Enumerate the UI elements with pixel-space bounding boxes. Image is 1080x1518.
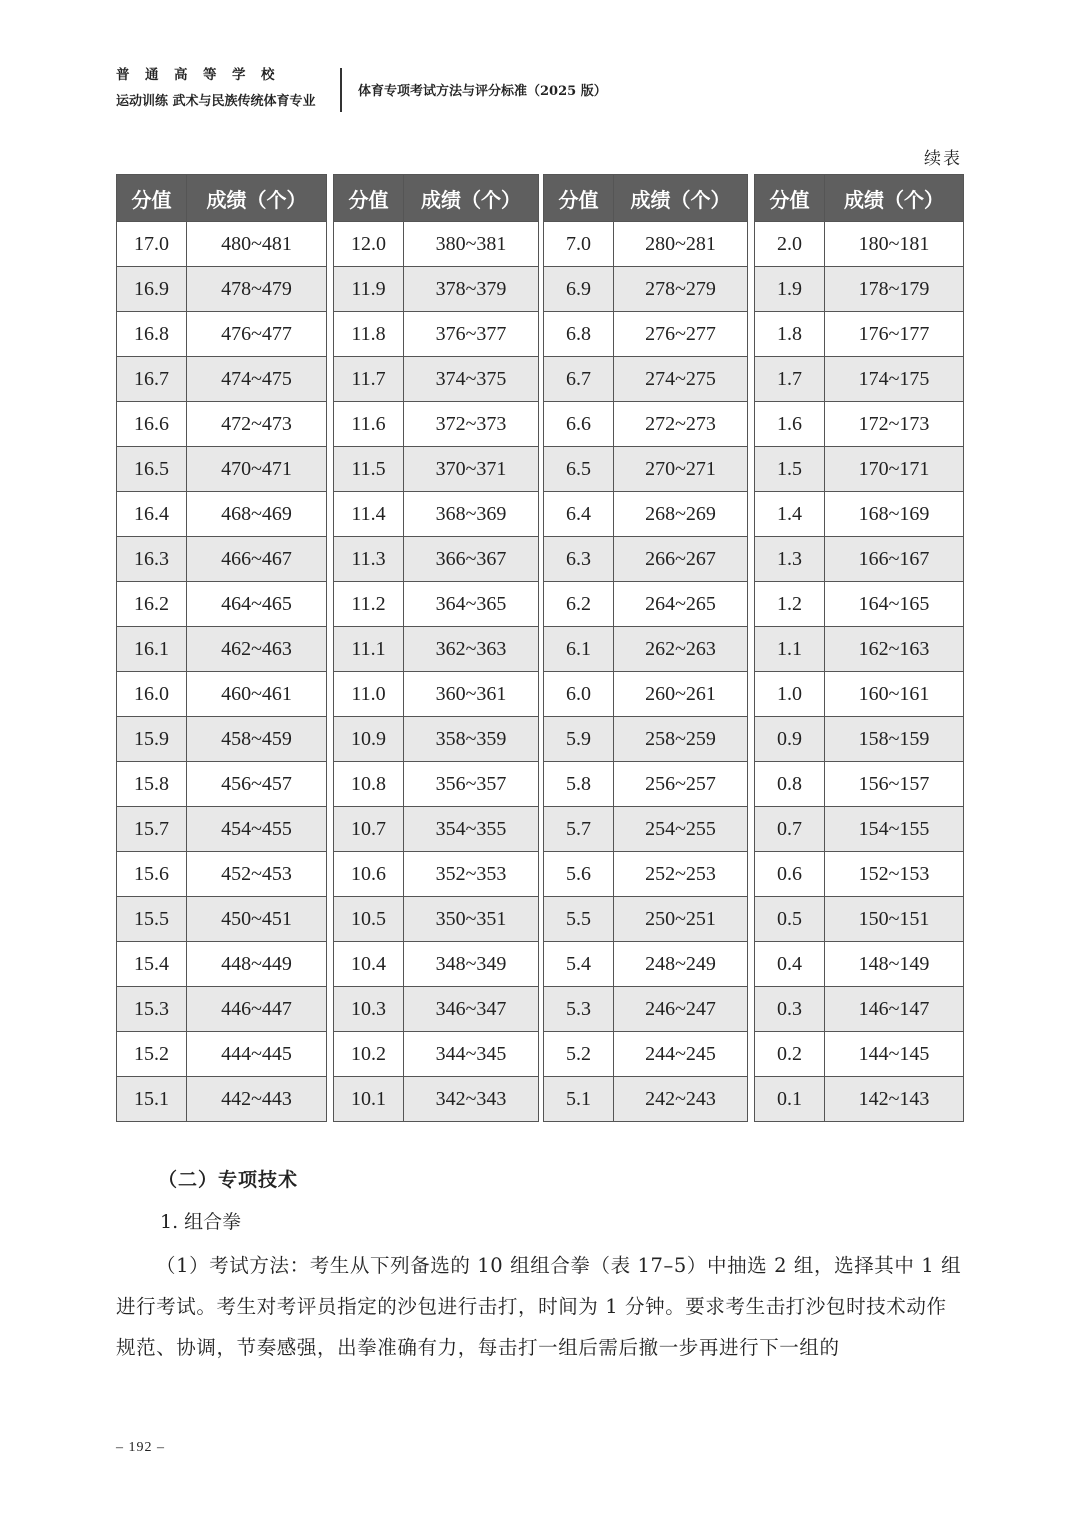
- table-row: [544, 807, 748, 852]
- table-row: [755, 807, 964, 852]
- table-row: [117, 447, 327, 492]
- table-row: [117, 222, 327, 267]
- score-cell: 1.7: [755, 357, 825, 402]
- result-cell: 244~245: [614, 1032, 748, 1077]
- result-cell: 352~353: [404, 852, 539, 897]
- result-cell: 346~347: [404, 987, 539, 1032]
- score-cell: 1.8: [755, 312, 825, 357]
- header-score: 分值: [544, 175, 614, 222]
- result-cell: 378~379: [404, 267, 539, 312]
- result-cell: 166~167: [825, 537, 964, 582]
- score-cell: 6.1: [544, 627, 614, 672]
- table-row: [117, 807, 327, 852]
- score-cell: 1.1: [755, 627, 825, 672]
- table-row: [117, 1077, 327, 1122]
- score-cell: 11.9: [334, 267, 404, 312]
- score-cell: 1.5: [755, 447, 825, 492]
- table-row: [117, 537, 327, 582]
- result-cell: 350~351: [404, 897, 539, 942]
- table-row: [544, 1032, 748, 1077]
- score-cell: 16.5: [117, 447, 187, 492]
- table-row: [544, 762, 748, 807]
- score-cell: 6.8: [544, 312, 614, 357]
- table-row: [334, 1032, 539, 1077]
- score-cell: 11.1: [334, 627, 404, 672]
- score-cell: 1.9: [755, 267, 825, 312]
- table-row: [334, 357, 539, 402]
- result-cell: 458~459: [187, 717, 327, 762]
- result-cell: 260~261: [614, 672, 748, 717]
- result-cell: 142~143: [825, 1077, 964, 1122]
- score-cell: 11.8: [334, 312, 404, 357]
- score-cell: 0.3: [755, 987, 825, 1032]
- table-row: [755, 762, 964, 807]
- result-cell: 180~181: [825, 222, 964, 267]
- table-row: [117, 267, 327, 312]
- score-cell: 10.5: [334, 897, 404, 942]
- score-cell: 5.7: [544, 807, 614, 852]
- result-cell: 250~251: [614, 897, 748, 942]
- score-cell: 6.5: [544, 447, 614, 492]
- score-cell: 0.8: [755, 762, 825, 807]
- result-cell: 176~177: [825, 312, 964, 357]
- table-row: [334, 717, 539, 762]
- table-row: [755, 267, 964, 312]
- score-table: [116, 174, 963, 1120]
- score-cell: 10.6: [334, 852, 404, 897]
- header-score: 分值: [755, 175, 825, 222]
- result-cell: 270~271: [614, 447, 748, 492]
- score-cell: 10.1: [334, 1077, 404, 1122]
- score-cell: 1.4: [755, 492, 825, 537]
- result-cell: 164~165: [825, 582, 964, 627]
- result-cell: 374~375: [404, 357, 539, 402]
- result-cell: 358~359: [404, 717, 539, 762]
- section-heading: （二）专项技术: [158, 1169, 299, 1191]
- result-cell: 278~279: [614, 267, 748, 312]
- result-cell: 174~175: [825, 357, 964, 402]
- result-cell: 450~451: [187, 897, 327, 942]
- table-row: [117, 1032, 327, 1077]
- table-row: [755, 1032, 964, 1077]
- score-cell: 11.2: [334, 582, 404, 627]
- table-row: [755, 987, 964, 1032]
- score-cell: 10.8: [334, 762, 404, 807]
- result-cell: 258~259: [614, 717, 748, 762]
- table-row: [544, 357, 748, 402]
- table-row: [117, 402, 327, 447]
- table-row: [334, 897, 539, 942]
- score-subtable-4: [754, 174, 964, 1122]
- table-row: [334, 1077, 539, 1122]
- table-row: [117, 312, 327, 357]
- result-cell: 376~377: [404, 312, 539, 357]
- table-row: [117, 717, 327, 762]
- result-cell: 144~145: [825, 1032, 964, 1077]
- score-cell: 6.4: [544, 492, 614, 537]
- result-cell: 478~479: [187, 267, 327, 312]
- score-cell: 6.6: [544, 402, 614, 447]
- table-row: [544, 717, 748, 762]
- result-cell: 362~363: [404, 627, 539, 672]
- result-cell: 462~463: [187, 627, 327, 672]
- score-cell: 15.7: [117, 807, 187, 852]
- result-cell: 254~255: [614, 807, 748, 852]
- score-cell: 10.2: [334, 1032, 404, 1077]
- score-cell: 15.6: [117, 852, 187, 897]
- table-row: [334, 402, 539, 447]
- table-row: [755, 447, 964, 492]
- table-row: [544, 447, 748, 492]
- table-row: [755, 942, 964, 987]
- result-cell: 150~151: [825, 897, 964, 942]
- table-row: [755, 402, 964, 447]
- table-row: [755, 357, 964, 402]
- table-row: [334, 852, 539, 897]
- result-cell: 154~155: [825, 807, 964, 852]
- header-score: 分值: [117, 175, 187, 222]
- result-cell: 268~269: [614, 492, 748, 537]
- score-cell: 16.2: [117, 582, 187, 627]
- result-cell: 246~247: [614, 987, 748, 1032]
- score-cell: 5.2: [544, 1032, 614, 1077]
- result-cell: 360~361: [404, 672, 539, 717]
- table-row: [117, 627, 327, 672]
- result-cell: 454~455: [187, 807, 327, 852]
- score-cell: 6.7: [544, 357, 614, 402]
- school-name: 普通高等学校: [116, 67, 290, 83]
- result-cell: 162~163: [825, 627, 964, 672]
- score-cell: 7.0: [544, 222, 614, 267]
- score-cell: 0.6: [755, 852, 825, 897]
- result-cell: 480~481: [187, 222, 327, 267]
- table-row: [755, 1077, 964, 1122]
- table-row: [544, 942, 748, 987]
- book-title: 体育专项考试方法与评分标准（2025 版）: [358, 84, 607, 99]
- header-result: 成绩（个）: [404, 175, 539, 222]
- result-cell: 446~447: [187, 987, 327, 1032]
- result-cell: 272~273: [614, 402, 748, 447]
- table-row: [755, 492, 964, 537]
- score-cell: 11.3: [334, 537, 404, 582]
- score-cell: 15.9: [117, 717, 187, 762]
- score-cell: 6.3: [544, 537, 614, 582]
- table-row: [334, 492, 539, 537]
- score-cell: 0.5: [755, 897, 825, 942]
- score-cell: 5.6: [544, 852, 614, 897]
- result-cell: 370~371: [404, 447, 539, 492]
- table-row: [117, 672, 327, 717]
- score-cell: 6.9: [544, 267, 614, 312]
- score-cell: 1.6: [755, 402, 825, 447]
- result-cell: 172~173: [825, 402, 964, 447]
- score-cell: 1.2: [755, 582, 825, 627]
- score-cell: 0.4: [755, 942, 825, 987]
- result-cell: 276~277: [614, 312, 748, 357]
- score-cell: 12.0: [334, 222, 404, 267]
- header-result: 成绩（个）: [187, 175, 327, 222]
- score-cell: 16.0: [117, 672, 187, 717]
- score-cell: 0.7: [755, 807, 825, 852]
- result-cell: 348~349: [404, 942, 539, 987]
- table-row: [544, 627, 748, 672]
- score-cell: 15.2: [117, 1032, 187, 1077]
- score-cell: 5.5: [544, 897, 614, 942]
- result-cell: 274~275: [614, 357, 748, 402]
- score-cell: 5.3: [544, 987, 614, 1032]
- result-cell: 242~243: [614, 1077, 748, 1122]
- result-cell: 146~147: [825, 987, 964, 1032]
- table-row: [334, 447, 539, 492]
- table-row: [334, 807, 539, 852]
- table-row: [544, 537, 748, 582]
- header-divider: [340, 68, 342, 112]
- result-cell: 156~157: [825, 762, 964, 807]
- table-row: [544, 582, 748, 627]
- table-row: [755, 537, 964, 582]
- result-cell: 354~355: [404, 807, 539, 852]
- result-cell: 364~365: [404, 582, 539, 627]
- table-row: [334, 537, 539, 582]
- result-cell: 380~381: [404, 222, 539, 267]
- result-cell: 372~373: [404, 402, 539, 447]
- table-row: [544, 672, 748, 717]
- result-cell: 248~249: [614, 942, 748, 987]
- table-row: [117, 492, 327, 537]
- result-cell: 252~253: [614, 852, 748, 897]
- header-result: 成绩（个）: [825, 175, 964, 222]
- table-row: [544, 897, 748, 942]
- result-cell: 366~367: [404, 537, 539, 582]
- table-row: [334, 582, 539, 627]
- score-cell: 16.7: [117, 357, 187, 402]
- result-cell: 444~445: [187, 1032, 327, 1077]
- score-cell: 10.9: [334, 717, 404, 762]
- header-left: [116, 66, 332, 111]
- score-cell: 16.4: [117, 492, 187, 537]
- continued-label: 续表: [924, 149, 962, 169]
- table-row: [117, 762, 327, 807]
- table-row: [117, 357, 327, 402]
- result-cell: 152~153: [825, 852, 964, 897]
- result-cell: 280~281: [614, 222, 748, 267]
- result-cell: 178~179: [825, 267, 964, 312]
- score-cell: 5.4: [544, 942, 614, 987]
- table-row: [755, 222, 964, 267]
- score-cell: 11.0: [334, 672, 404, 717]
- table-row: [544, 852, 748, 897]
- table-row: [755, 852, 964, 897]
- table-row: [755, 897, 964, 942]
- score-cell: 1.0: [755, 672, 825, 717]
- table-row: [334, 267, 539, 312]
- table-row: [334, 987, 539, 1032]
- result-cell: 148~149: [825, 942, 964, 987]
- result-cell: 464~465: [187, 582, 327, 627]
- table-row: [117, 897, 327, 942]
- result-cell: 472~473: [187, 402, 327, 447]
- score-cell: 16.1: [117, 627, 187, 672]
- result-cell: 266~267: [614, 537, 748, 582]
- result-cell: 170~171: [825, 447, 964, 492]
- score-cell: 15.5: [117, 897, 187, 942]
- score-cell: 16.6: [117, 402, 187, 447]
- table-row: [334, 762, 539, 807]
- table-row: [117, 987, 327, 1032]
- table-row: [117, 852, 327, 897]
- table-row: [334, 222, 539, 267]
- result-cell: 256~257: [614, 762, 748, 807]
- result-cell: 452~453: [187, 852, 327, 897]
- score-cell: 5.8: [544, 762, 614, 807]
- table-row: [755, 627, 964, 672]
- table-row: [334, 942, 539, 987]
- table-row: [544, 1077, 748, 1122]
- score-cell: 5.1: [544, 1077, 614, 1122]
- result-cell: 342~343: [404, 1077, 539, 1122]
- score-cell: 1.3: [755, 537, 825, 582]
- result-cell: 460~461: [187, 672, 327, 717]
- result-cell: 262~263: [614, 627, 748, 672]
- table-row: [755, 717, 964, 762]
- table-row: [755, 582, 964, 627]
- table-row: [755, 312, 964, 357]
- table-row: [117, 582, 327, 627]
- table-row: [544, 402, 748, 447]
- score-cell: 0.9: [755, 717, 825, 762]
- result-cell: 160~161: [825, 672, 964, 717]
- item-heading: 1. 组合拳: [160, 1211, 242, 1233]
- score-cell: 16.8: [117, 312, 187, 357]
- table-row: [544, 312, 748, 357]
- table-row: [544, 492, 748, 537]
- score-subtable-2: [333, 174, 539, 1122]
- result-cell: 476~477: [187, 312, 327, 357]
- score-cell: 10.4: [334, 942, 404, 987]
- table-row: [544, 267, 748, 312]
- body-paragraph: （1）考试方法：考生从下列备选的 10 组组合拳（表 17–5）中抽选 2 组，选择其中 1 组进行考试。考生对考评员指定的沙包进行击打，时间为 1 分钟。要求考生击打沙包时技术动作规范、协调，节奏感强，出拳准确有力，每击打一组后需后撤一步再进行下一组的: [116, 1254, 962, 1359]
- score-cell: 11.7: [334, 357, 404, 402]
- result-cell: 368~369: [404, 492, 539, 537]
- score-cell: 17.0: [117, 222, 187, 267]
- table-row: [117, 942, 327, 987]
- score-cell: 11.4: [334, 492, 404, 537]
- table-row: [334, 627, 539, 672]
- major-name: 运动训练 武术与民族传统体育专业: [116, 94, 316, 109]
- table-row: [334, 312, 539, 357]
- score-subtable-1: [116, 174, 327, 1122]
- table-row: [544, 987, 748, 1032]
- score-cell: 6.0: [544, 672, 614, 717]
- score-cell: 16.9: [117, 267, 187, 312]
- result-cell: 442~443: [187, 1077, 327, 1122]
- result-cell: 158~159: [825, 717, 964, 762]
- result-cell: 474~475: [187, 357, 327, 402]
- score-cell: 15.3: [117, 987, 187, 1032]
- header-score: 分值: [334, 175, 404, 222]
- result-cell: 264~265: [614, 582, 748, 627]
- score-cell: 5.9: [544, 717, 614, 762]
- table-row: [755, 672, 964, 717]
- result-cell: 468~469: [187, 492, 327, 537]
- page-number: – 192 –: [116, 1440, 165, 1455]
- header-result: 成绩（个）: [614, 175, 748, 222]
- score-subtable-3: [543, 174, 748, 1122]
- result-cell: 344~345: [404, 1032, 539, 1077]
- result-cell: 456~457: [187, 762, 327, 807]
- score-cell: 11.5: [334, 447, 404, 492]
- result-cell: 448~449: [187, 942, 327, 987]
- score-cell: 10.7: [334, 807, 404, 852]
- result-cell: 466~467: [187, 537, 327, 582]
- score-cell: 2.0: [755, 222, 825, 267]
- score-cell: 15.4: [117, 942, 187, 987]
- score-cell: 6.2: [544, 582, 614, 627]
- score-cell: 15.8: [117, 762, 187, 807]
- score-cell: 10.3: [334, 987, 404, 1032]
- result-cell: 356~357: [404, 762, 539, 807]
- score-cell: 0.1: [755, 1077, 825, 1122]
- score-cell: 11.6: [334, 402, 404, 447]
- result-cell: 168~169: [825, 492, 964, 537]
- table-row: [544, 222, 748, 267]
- result-cell: 470~471: [187, 447, 327, 492]
- score-cell: 0.2: [755, 1032, 825, 1077]
- score-cell: 16.3: [117, 537, 187, 582]
- score-cell: 15.1: [117, 1077, 187, 1122]
- table-row: [334, 672, 539, 717]
